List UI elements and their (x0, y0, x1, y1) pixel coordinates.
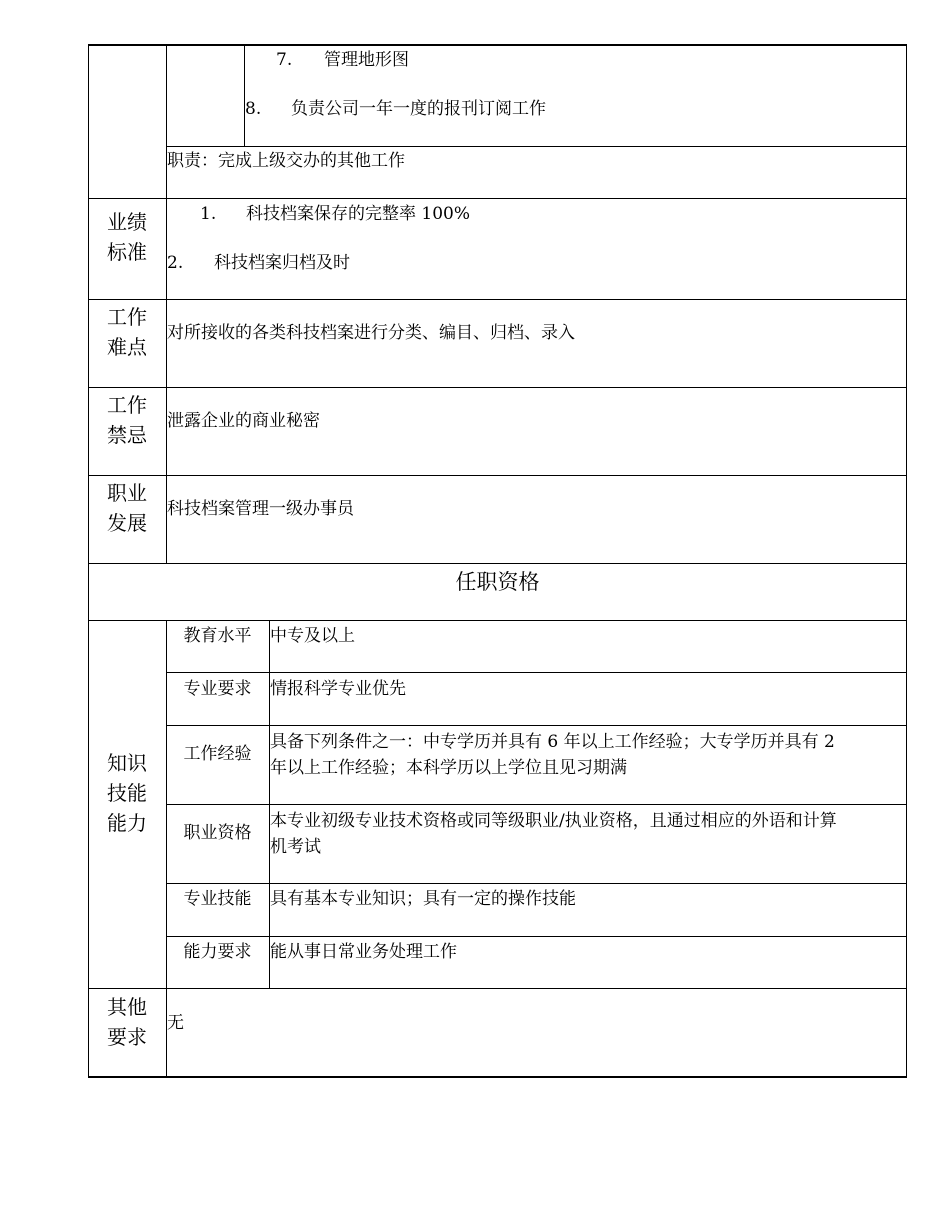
qualifications-label-line1: 知识 (107, 751, 147, 775)
table-rule (88, 299, 907, 300)
education-value: 中专及以上 (270, 626, 355, 646)
career-label-line2: 发展 (107, 511, 147, 535)
table-rule (166, 883, 907, 884)
performance-item-2-text: 科技档案归档及时 (214, 253, 350, 273)
duty-item-8-number: 8. (245, 99, 262, 119)
experience-value-line2: 年以上工作经验；本科学历以上学位且见习期满 (270, 758, 627, 778)
duty-item-7-number: 7. (276, 50, 293, 70)
table-rule (88, 563, 907, 564)
ability-name: 能力要求 (183, 942, 252, 962)
other-label-line1: 其他 (107, 995, 147, 1019)
qualifications-label-line2: 技能 (107, 781, 147, 805)
table-rule (906, 44, 907, 1078)
skills-name: 专业技能 (183, 889, 252, 909)
difficulty-label-line2: 难点 (107, 335, 147, 359)
career-text: 科技档案管理一级办事员 (167, 499, 354, 519)
table-rule (88, 620, 907, 621)
career-label (88, 478, 166, 538)
qualifications-label (88, 748, 166, 838)
education-name: 教育水平 (183, 626, 252, 646)
duty-item-7-text: 管理地形图 (324, 50, 409, 70)
table-rule (166, 804, 907, 805)
difficulty-label-line1: 工作 (107, 305, 147, 329)
experience-value-line1: 具备下列条件之一：中专学历并具有 6 年以上工作经验；大专学历并具有 2 (270, 732, 835, 752)
table-rule (88, 44, 89, 1078)
certification-name: 职业资格 (183, 823, 252, 843)
duty-item-8-text: 负责公司一年一度的报刊订阅工作 (291, 99, 546, 119)
table-rule (244, 44, 245, 146)
taboo-label-line2: 禁忌 (107, 423, 147, 447)
experience-name: 工作经验 (183, 744, 252, 764)
performance-label-line1: 业绩 (107, 210, 147, 234)
major-name: 专业要求 (183, 679, 252, 699)
difficulty-label (88, 302, 166, 362)
performance-label (88, 207, 166, 267)
table-rule (166, 936, 907, 937)
major-value: 情报科学专业优先 (270, 679, 406, 699)
career-label-line1: 职业 (107, 481, 147, 505)
table-rule (88, 988, 907, 989)
other-label-line2: 要求 (107, 1025, 147, 1049)
performance-item-1-number: 1. (200, 204, 217, 224)
table-rule (166, 44, 167, 564)
table-rule (166, 146, 907, 147)
performance-label-line2: 标准 (107, 240, 147, 264)
qualifications-heading: 任职资格 (455, 570, 540, 594)
skills-value: 具有基本专业知识；具有一定的操作技能 (270, 889, 576, 909)
table-rule (88, 198, 907, 199)
performance-item-2-number: 2. (167, 253, 184, 273)
table-rule (88, 387, 907, 388)
taboo-label-line1: 工作 (107, 393, 147, 417)
taboo-text: 泄露企业的商业秘密 (167, 411, 320, 431)
qualifications-label-line3: 能力 (107, 811, 147, 835)
taboo-label (88, 390, 166, 450)
performance-item-1-text: 科技档案保存的完整率 100% (246, 204, 471, 224)
ability-value: 能从事日常业务处理工作 (270, 942, 457, 962)
other-duty-text: 职责：完成上级交办的其他工作 (167, 151, 405, 171)
certification-value-line2: 机考试 (270, 837, 321, 857)
other-text: 无 (167, 1013, 184, 1033)
table-rule (166, 725, 907, 726)
difficulty-text: 对所接收的各类科技档案进行分类、编目、归档、录入 (167, 323, 575, 343)
table-rule (166, 672, 907, 673)
table-rule (88, 44, 907, 46)
certification-value-line1: 本专业初级专业技术资格或同等级职业/执业资格，且通过相应的外语和计算 (270, 811, 837, 831)
other-label (88, 992, 166, 1052)
table-rule (88, 1076, 907, 1078)
table-rule (88, 475, 907, 476)
